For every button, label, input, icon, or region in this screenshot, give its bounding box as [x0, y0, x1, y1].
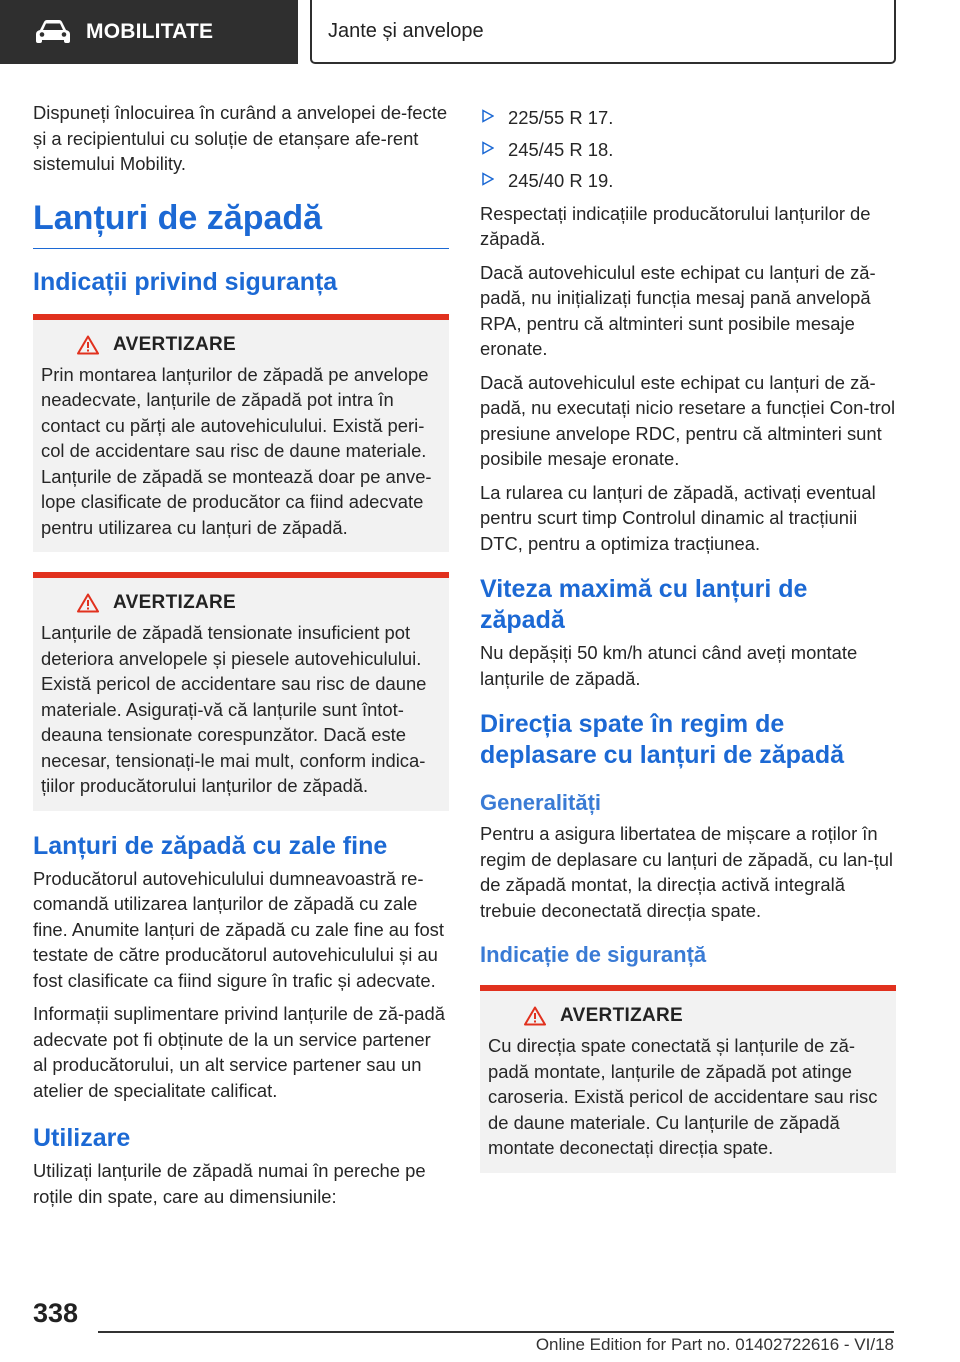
dtc-note: La rularea cu lanțuri de zăpadă, activați eventual pentru scurt timp Controlul dinamic al tracțiunii DTC, pentru a optimiza tracțiunea.	[480, 481, 876, 554]
warning-text: Prin montarea lanțurilor de zăpadă pe anvelope neadecvate, lanțurile de zăpadă pot intra în contact cu părți ale autovehiculului. Există peri-col de accidentare sau risc de daune materiale. Lanțurile de zăpadă se montează doar pe anve-lope clasificate de producător ca fiind adecvate pentru utilizarea cu lanțuri de zăpadă.	[41, 363, 432, 538]
edition-note: Online Edition for Part no. 01402722616 - VI/18	[535, 1335, 894, 1354]
warning-label: AVERTIZARE	[560, 1005, 683, 1026]
main-heading: Lanțuri de zăpadă	[33, 199, 449, 249]
right-column	[480, 100, 896, 1193]
list-item: 245/40 R 19.	[480, 165, 896, 197]
chapter-tab	[310, 0, 896, 64]
list-item: 225/55 R 17.	[480, 102, 896, 134]
rpa-note: Dacă autovehiculul este echipat cu lanțuri de ză-padă, nu inițializați funcția mesaj pană anvelopă RPA, pentru că altminteri sunt posibile mesaje eronate.	[480, 261, 876, 359]
page-number: 338	[33, 1298, 79, 1328]
warning-triangle-icon	[77, 335, 99, 355]
manufacturer-note: Respectați indicațiile producătorului lanțurilor de zăpadă.	[480, 202, 871, 249]
footer-divider	[98, 1331, 894, 1333]
section-tab	[0, 0, 298, 64]
warning-text: Cu direcția spate conectată și lanțurile de ză-padă montate, lanțurile de zăpadă pot atinge caroseria. Există pericol de accidentare sau risc de daune materiale. Cu lanțurile de zăpadă montate deconectați direcția spate.	[488, 1035, 878, 1158]
rear-steering-heading: Direcția spate în regim de deplasare cu lanțuri de zăpadă	[480, 710, 845, 769]
chapter-title: Jante și anvelope	[328, 19, 484, 42]
bullet-triangle-icon	[482, 172, 494, 186]
warning-label: AVERTIZARE	[113, 592, 236, 613]
section-title: MOBILITATE	[86, 20, 214, 43]
usage-heading: Utilizare	[33, 1124, 131, 1152]
bullet-triangle-icon	[482, 109, 494, 123]
warning-triangle-icon	[524, 1006, 546, 1026]
usage-paragraph: Utilizați lanțurile de zăpadă numai în pereche pe roțile din spate, care au dimensiunile:	[33, 1160, 426, 1207]
warning-label: AVERTIZARE	[113, 333, 236, 355]
warning-box-1	[33, 314, 449, 553]
safety-note-heading: Indicație de siguranță	[480, 942, 707, 967]
list-item: 245/45 R 18.	[480, 134, 896, 166]
bullet-triangle-icon	[482, 141, 494, 155]
general-paragraph: Pentru a asigura libertatea de mișcare a roților în regim de deplasare cu lanțuri de zăpadă, cu lan-țul de zăpadă montat, la direcția activă integrală trebuie deconectată direcția spate.	[480, 823, 894, 921]
max-speed-paragraph: Nu depășiți 50 km/h atunci când aveți montate lanțurile de zăpadă.	[480, 642, 858, 689]
left-column	[33, 100, 449, 1217]
tire-size-list	[480, 102, 896, 197]
fine-chains-paragraph-2: Informații suplimentare privind lanțurile de ză-padă adecvate pot fi obținute de la un service partener al producătorului, un alt service partener sau un atelier de specialitate calificat.	[33, 1003, 445, 1101]
safety-heading: Indicații privind siguranța	[33, 267, 338, 296]
fine-chains-heading: Lanțuri de zăpadă cu zale fine	[33, 831, 388, 860]
warning-box-2	[33, 572, 449, 811]
intro-paragraph: Dispuneți înlocuirea în curând a anvelopei de-fecte și a recipientului cu soluție de etanșare afe-rent sistemului Mobility.	[33, 102, 448, 174]
general-heading: Generalități	[480, 790, 602, 815]
max-speed-heading: Viteza maximă cu lanțuri de zăpadă	[480, 575, 808, 634]
warning-triangle-icon	[77, 593, 99, 613]
warning-text: Lanțurile de zăpadă tensionate insuficient pot deteriora anvelopele și piesele autovehiculului. Există pericol de accidentare sau risc de daune materiale. Asigurați-vă că lanțurile sunt întot-deauna tensionate corespunzător. Dacă este necesar, tensionați-le mai mult, conform indica-țiilor producătorului lanțurilor de zăpadă.	[41, 622, 427, 796]
warning-box-3	[480, 985, 896, 1173]
fine-chains-paragraph-1: Producătorul autovehiculului dumneavoastră re-comandă utilizarea lanțurilor de zăpadă cu zale fine. Anumite lanțuri de zăpadă cu zale fine au fost testate de către producătorul autovehiculului și au fost clasificate ca fiind sigure în trafic și adecvate.	[33, 867, 444, 991]
car-icon	[34, 19, 72, 45]
rdc-note: Dacă autovehiculul este echipat cu lanțuri de ză-padă, nu executați nicio resetare a funcției Con-trol presiune anvelope RDC, pentru că altminteri sunt posibile mesaje eronate.	[480, 371, 896, 469]
